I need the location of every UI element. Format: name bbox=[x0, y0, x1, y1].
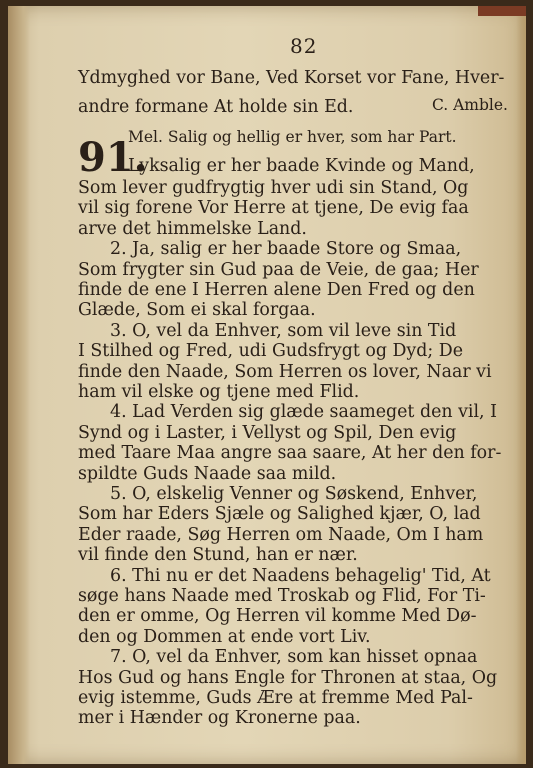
book-page bbox=[8, 6, 526, 764]
hymn-line: ham vil elske og tjene med Flid. bbox=[78, 382, 360, 402]
verse-first-line: 3. O, vel da Enhver, som vil leve sin Tid bbox=[110, 320, 457, 341]
hymn-line: evig istemme, Guds Ære at fremme Med Pal- bbox=[78, 688, 473, 708]
hymn-line: Synd og i Laster, i Vellyst og Spil, Den evig bbox=[78, 422, 457, 443]
hymn-line: I Stilhed og Fred, udi Gudsfrygt og Dyd; De bbox=[78, 341, 464, 362]
text-line: Ydmyghed vor Bane, Ved Korset vor Fane, Hver- bbox=[78, 68, 505, 88]
hymn-line: vil finde den Stund, han er nær. bbox=[78, 545, 358, 566]
hymn-line: vil sig forene Vor Herre at tjene, De evig faa bbox=[78, 198, 469, 219]
page-corner-mark bbox=[478, 6, 526, 16]
hymn-melody: Mel. Salig og hellig er hver, som har Part. bbox=[128, 128, 457, 146]
hymn-line: den er omme, Og Herren vil komme Med Dø- bbox=[78, 606, 477, 627]
verse-first-line: 5. O, elskelig Venner og Søskend, Enhver, bbox=[110, 484, 478, 504]
page-gutter bbox=[8, 6, 30, 764]
hymn-line: arve det himmelske Land. bbox=[78, 218, 307, 239]
hymn-author: C. Amble. bbox=[431, 96, 508, 114]
hymn-line: Hos Gud og hans Engle for Thronen at staa, Og bbox=[78, 667, 498, 688]
hymn-number: 91. bbox=[78, 134, 148, 181]
hymn-line: Som frygter sin Gud paa de Veie, de gaa; Her bbox=[78, 259, 479, 280]
hymn-line: finde den Naade, Som Herren os lover, Naar vi bbox=[78, 361, 492, 382]
hymn-line: med Taare Maa angre saa saare, At her den for- bbox=[78, 443, 502, 464]
text-line: andre formane At holde sin Ed. bbox=[78, 97, 354, 117]
hymn-line: Som lever gudfrygtig hver udi sin Stand, Og bbox=[78, 178, 469, 198]
verse-first-line: 2. Ja, salig er her baade Store og Smaa, bbox=[110, 239, 462, 260]
page-number: 82 bbox=[290, 34, 318, 58]
hymn-line: Eder raade, Søg Herren om Naade, Om I ham bbox=[78, 524, 484, 545]
verse-first-line: 7. O, vel da Enhver, som kan hisset opnaa bbox=[110, 647, 478, 668]
hymn-first-line: Lyksalig er her baade Kvinde og Mand, bbox=[128, 156, 475, 176]
hymn-line: mer i Hænder og Kronerne paa. bbox=[78, 708, 361, 729]
hymn-line: finde de ene I Herren alene Den Fred og den bbox=[78, 280, 475, 300]
hymn-line: Som har Eders Sjæle og Salighed kjær, O, lad bbox=[78, 504, 481, 525]
page-edge-shadow bbox=[516, 6, 526, 764]
verse-first-line: 6. Thi nu er det Naadens behagelig' Tid, At bbox=[110, 565, 491, 586]
hymn-line: spildte Guds Naade saa mild. bbox=[78, 463, 337, 484]
hymn-line: Glæde, Som ei skal forgaa. bbox=[78, 300, 316, 321]
verse-first-line: 4. Lad Verden sig glæde saameget den vil, I bbox=[110, 402, 497, 423]
hymn-line: søge hans Naade med Troskab og Flid, For Ti- bbox=[78, 586, 486, 606]
hymn-line: den og Dommen at ende vort Liv. bbox=[78, 626, 371, 647]
